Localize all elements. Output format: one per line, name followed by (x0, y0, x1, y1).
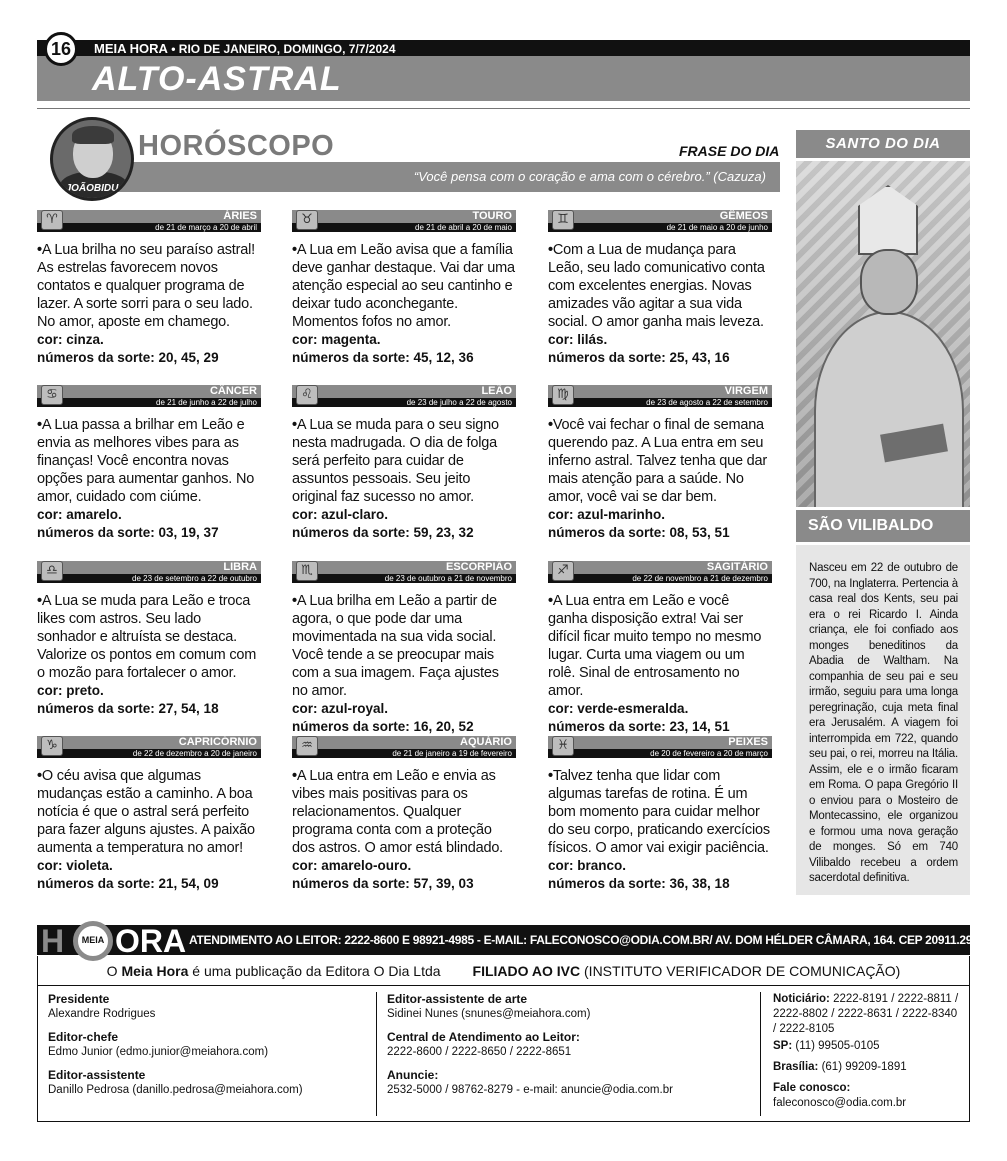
sign-name: TOURO (472, 210, 512, 222)
logo-letter-h: H (41, 923, 65, 959)
zodiac-icon: ♊ (552, 210, 574, 230)
sign-block (548, 736, 772, 893)
saint-bio: Nasceu em 22 de outubro de 700, na Inglaterra. Pertencia à casa real dos Kents, seu pai era o rei Ricardo I. Ainda criança, ele foi confiado aos monges beneditinos da Abadia de Waltham. Na companhia de seu pai e seu irmão, seguiu para uma longa peregrinação, cuja meta final era Jerusalém. A viagem foi interrompida em 722, quando seu pai, o rei, morreu na Itália. Assim, ele e o irmão ficaram em Roma. O papa Gregório II o enviou para o Mosteiro de Montecassino, ele organizou e formou uma nova geração de monges. Só em 740 Vilibaldo recebeu a ordem sacerdotal definitiva. (809, 562, 958, 884)
staff-name: Alexandre Rodrigues (48, 1008, 156, 1020)
sign-color: cor: branco. (548, 858, 627, 873)
sign-name: AQUÁRIO (460, 736, 512, 748)
sign-dates: de 20 de fevereiro a 20 de março (650, 749, 768, 758)
publication-name: MEIA HORA (94, 41, 168, 56)
zodiac-icon: ♒ (296, 736, 318, 756)
noticiario-label: Noticiário: (773, 993, 830, 1005)
sign-block (548, 385, 772, 542)
sign-lucky-numbers: números da sorte: 45, 12, 36 (292, 350, 474, 365)
sign-lucky-numbers: números da sorte: 16, 20, 52 (292, 719, 474, 734)
sign-header (292, 385, 516, 409)
saint-portrait-image (796, 161, 970, 507)
sign-name: CAPRICÓRNIO (178, 736, 257, 748)
sign-name: ÁRIES (223, 210, 257, 222)
sign-color: cor: lilás. (548, 332, 608, 347)
brasilia-label: Brasília: (773, 1061, 819, 1073)
sign-dates: de 21 de janeiro a 19 de fevereiro (392, 749, 512, 758)
quote-bar (96, 162, 780, 192)
sign-color: cor: magenta. (292, 332, 381, 347)
sign-block (292, 210, 516, 367)
sign-color: cor: amarelo-ouro. (292, 858, 412, 873)
staff-name: Danillo Pedrosa (danillo.pedrosa@meiahora.com) (48, 1084, 303, 1096)
sign-dates: de 23 de agosto a 22 de setembro (646, 398, 768, 407)
dateline (94, 41, 396, 56)
staff-name: Sidinei Nunes (snunes@meiahora.com) (387, 1008, 591, 1020)
sign-lucky-numbers: números da sorte: 08, 53, 51 (548, 525, 730, 540)
sign-lucky-numbers: números da sorte: 36, 38, 18 (548, 876, 730, 891)
sign-name: CÂNCER (209, 385, 257, 397)
staff-role: Editor-assistente (48, 1068, 146, 1082)
sign-lucky-numbers: números da sorte: 23, 14, 51 (548, 719, 730, 734)
sign-text: • A Lua em Leão avisa que a família deve ganhar destaque. Vai dar uma atenção especial ao seu cantinho e deixar tudo aconchegante. Momentos fofos no amor. (292, 241, 516, 331)
sign-block (548, 561, 772, 736)
sign-header (37, 736, 261, 760)
sign-dates: de 22 de dezembro a 20 de janeiro (132, 749, 257, 758)
sign-block (37, 736, 261, 893)
columnist-logo (50, 117, 134, 201)
sign-block (292, 561, 516, 736)
sign-block (292, 736, 516, 893)
sign-name: PEIXES (728, 736, 768, 748)
portrait-head (860, 249, 918, 315)
santo-do-dia-heading: SANTO DO DIA (796, 130, 970, 158)
sign-text: • A Lua brilha no seu paraíso astral! As estrelas favorecem novos contatos e qualquer programa de lazer. A sorte sorri para o seu lado. No amor, aposte em chamego. (37, 241, 261, 331)
sign-dates: de 22 de novembro a 21 de dezembro (632, 574, 768, 583)
sign-dates: de 23 de setembro a 22 de outubro (132, 574, 257, 583)
sign-text: • A Lua brilha em Leão a partir de agora, o que pode dar uma movimentada na sua vida social. Você tende a se preocupar mais com a sua imagem. Faça ajustes no amor. (292, 592, 516, 700)
sign-dates: de 21 de maio a 20 de junho (666, 223, 768, 232)
sign-dates: de 21 de junho a 22 de julho (156, 398, 257, 407)
sign-color: cor: azul-marinho. (548, 507, 666, 522)
noticiario-row (773, 992, 963, 1037)
column-divider (760, 992, 761, 1116)
noticiario-phones: 2222-8191 / 2222-8811 / 2222-8802 / 2222-8631 / 2222-8340 / 2222-8105 (773, 993, 959, 1035)
sign-block (37, 210, 261, 367)
sign-name: ESCORPIÃO (445, 561, 512, 573)
staff-role: Anuncie: (387, 1068, 439, 1082)
sign-dates: de 23 de outubro a 21 de novembro (384, 574, 512, 583)
sign-text: • Talvez tenha que lidar com algumas tarefas de rotina. É um bom momento para cuidar melhor do seu corpo, praticando exercícios físicos. O amor vai exigir paciência. (548, 767, 772, 857)
sign-color: cor: cinza. (37, 332, 104, 347)
sign-color: cor: amarelo. (37, 507, 122, 522)
sign-lucky-numbers: números da sorte: 25, 43, 16 (548, 350, 730, 365)
sign-color: cor: preto. (37, 683, 104, 698)
ivc-rest: (INSTITUTO VERIFICADOR DE COMUNICAÇÃO) (580, 963, 901, 979)
sign-lucky-numbers: números da sorte: 57, 39, 03 (292, 876, 474, 891)
saint-bio-box (796, 545, 970, 895)
staff-column-middle (387, 992, 757, 1106)
sign-color: cor: violeta. (37, 858, 113, 873)
sign-color: cor: verde-esmeralda. (548, 701, 689, 716)
sign-lucky-numbers: números da sorte: 03, 19, 37 (37, 525, 219, 540)
staff-name: 2532-5000 / 98762-8279 - e-mail: anuncie@odia.com.br (387, 1084, 673, 1096)
horoscope-title: HORÓSCOPO (138, 130, 335, 162)
sign-text: • Você vai fechar o final de semana querendo paz. A Lua entra em seu inferno astral. Talvez tenha que dar mais atenção para a saúde. No amor, você vai se dar bem. (548, 416, 772, 506)
zodiac-icon: ♈ (41, 210, 63, 230)
sign-header (292, 736, 516, 760)
columnist-logo-label: JOÃOBIDU (65, 183, 119, 194)
sp-label: SP: (773, 1040, 793, 1052)
sign-block (292, 385, 516, 542)
section-title: ALTO-ASTRAL (92, 60, 342, 98)
sign-name: SAGITÁRIO (706, 561, 768, 573)
brasilia-phone: (61) 99209-1891 (818, 1061, 907, 1073)
staff-role: Editor-assistente de arte (387, 992, 528, 1006)
sign-block (548, 210, 772, 367)
logo-hair (72, 126, 114, 144)
fale-conosco-email[interactable]: faleconosco@odia.com.br (773, 1097, 907, 1109)
sign-lucky-numbers: números da sorte: 20, 45, 29 (37, 350, 219, 365)
sign-dates: de 21 de março a 20 de abril (155, 223, 257, 232)
sign-header (548, 561, 772, 585)
pub-brand: Meia Hora (121, 963, 189, 979)
ivc-label: FILIADO AO IVC (472, 963, 581, 979)
sign-header (37, 210, 261, 234)
frase-do-dia-quote: “Você pensa com o coração e ama com o cérebro.” (Cazuza) (413, 169, 766, 184)
reader-contact-line: ATENDIMENTO AO LEITOR: 2222-8600 E 98921-4985 - E-MAIL: FALECONOSCO@ODIA.COM.BR/ AV. DOM HÉLDER CÂMARA, 164. CEP 20911.292, RJ (189, 933, 1000, 947)
sign-lucky-numbers: números da sorte: 27, 54, 18 (37, 701, 219, 716)
sp-row (773, 1039, 963, 1054)
footer-bar (37, 923, 1000, 959)
staff-box (37, 986, 970, 1122)
zodiac-icon: ♐ (552, 561, 574, 581)
sign-lucky-numbers: números da sorte: 21, 54, 09 (37, 876, 219, 891)
sign-text: • A Lua entra em Leão e envia as vibes mais positivas para os relacionamentos. Qualquer programa conta com a proteção dos astros. O amor está blindado. (292, 767, 516, 857)
logo-meia: MEIA (81, 935, 105, 945)
sign-header (37, 561, 261, 585)
zodiac-icon: ♌ (296, 385, 318, 405)
frase-do-dia-label: FRASE DO DIA (679, 143, 780, 159)
staff-role: Central de Atendimento ao Leitor: (387, 1030, 580, 1044)
zodiac-icon: ♎ (41, 561, 63, 581)
sign-name: LIBRA (223, 561, 257, 573)
sign-header (548, 736, 772, 760)
sign-text: • A Lua entra em Leão e você ganha disposição extra! Vai ser difícil ficar muito tempo no mesmo lugar. Curta uma viagem ou um rolê. Sinal de entrosamento no amor. (548, 592, 772, 700)
sign-color: cor: azul-royal. (292, 701, 389, 716)
staff-column-right (773, 992, 963, 1111)
portrait-robe (814, 311, 964, 507)
saint-name: SÃO VILIBALDO (796, 510, 970, 542)
sign-text: • Com a Lua de mudança para Leão, seu lado comunicativo conta com excelentes energias. Novas amizades vão agitar a sua vida social. O amor ganha mais leveza. (548, 241, 772, 331)
sign-header (548, 385, 772, 409)
sign-dates: de 23 de julho a 22 de agosto (406, 398, 512, 407)
brasilia-row (773, 1060, 963, 1075)
top-strip (37, 40, 970, 56)
staff-role: Editor-chefe (48, 1030, 119, 1044)
divider (37, 108, 970, 109)
pub-suffix: é uma publicação da Editora O Dia Ltda (188, 963, 441, 979)
zodiac-icon: ♏ (296, 561, 318, 581)
staff-name: Edmo Junior (edmo.junior@meiahora.com) (48, 1046, 269, 1058)
page-number: 16 (44, 32, 78, 66)
date-text: • RIO DE JANEIRO, DOMINGO, 7/7/2024 (167, 42, 396, 56)
column-divider (376, 992, 377, 1116)
zodiac-icon: ♓ (552, 736, 574, 756)
staff-name: 2222-8600 / 2222-8650 / 2222-8651 (387, 1046, 572, 1058)
sign-text: • A Lua se muda para Leão e troca likes com astros. Seu lado sonhador e altruísta se destaca. Valorize os pontos em comum com o mozão para fortalecer o amor. (37, 592, 261, 682)
publisher-line (37, 956, 970, 986)
staff-role: Presidente (48, 992, 110, 1006)
sign-lucky-numbers: números da sorte: 59, 23, 32 (292, 525, 474, 540)
sign-header (548, 210, 772, 234)
zodiac-icon: ♍ (552, 385, 574, 405)
zodiac-icon: ♉ (296, 210, 318, 230)
zodiac-icon: ♑ (41, 736, 63, 756)
sign-block (37, 385, 261, 542)
logo-letters-ora: ORA (115, 923, 187, 959)
sign-text: • A Lua passa a brilhar em Leão e envia as melhores vibes para as finanças! Você encontra novas opções para aumentar ganhos. No amor, cuidado com ciúme. (37, 416, 261, 506)
zodiac-icon: ♋ (41, 385, 63, 405)
fale-conosco-label: Fale conosco: (773, 1082, 851, 1094)
sign-header (292, 210, 516, 234)
sign-text: • A Lua se muda para o seu signo nesta madrugada. O dia de folga será perfeito para cuidar de assuntos pessoais. Seu jeito original faz sucesso no amor. (292, 416, 516, 506)
sign-name: VIRGEM (724, 385, 768, 397)
section-bar (37, 56, 970, 101)
sign-name: LEÃO (481, 385, 512, 397)
sign-dates: de 21 de abril a 20 de maio (415, 223, 512, 232)
sign-text: • O céu avisa que algumas mudanças estão a caminho. A boa notícia é que o astral será perfeito para fazer alguns ajustes. A paixão aumenta a temperatura no amor! (37, 767, 261, 857)
pub-prefix: O (106, 963, 122, 979)
sign-header (292, 561, 516, 585)
sign-color: cor: azul-claro. (292, 507, 389, 522)
staff-column-left (48, 992, 378, 1106)
sign-block (37, 561, 261, 718)
sign-name: GÊMEOS (719, 210, 768, 222)
sp-phone: (11) 99505-0105 (792, 1040, 880, 1052)
meia-hora-logo (41, 919, 187, 959)
sign-header (37, 385, 261, 409)
